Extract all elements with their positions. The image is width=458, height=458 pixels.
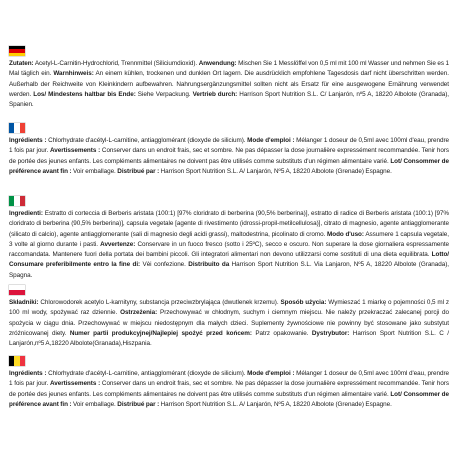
- field-text: Acetyl-L-Carnitin-Hydrochlorid, Trennmittel (Siliciumdioxid).: [33, 60, 199, 67]
- field-label: Składniki:: [9, 299, 39, 306]
- field-text: Siehe Verpackung.: [135, 90, 193, 98]
- field-text: Chlorhydrate d'acétyl-L-carnitine, antiagglomérant (dioxyde de silicium).: [46, 370, 248, 377]
- field-label: Lot/ Consommer de préférence avant fin :: [9, 390, 449, 408]
- field-label: Warnhinweis:: [53, 70, 94, 78]
- section-french: [9, 123, 449, 177]
- field-label: Vertrieb durch:: [192, 90, 238, 98]
- field-label: Distribué par :: [117, 167, 160, 175]
- field-text: Wymieszać 1 miarkę o pojemności 0,5 ml z 100 ml wody, spożywać raz dziennie.: [9, 299, 450, 317]
- field-text: Conserver dans un endroit frais, sec et sombre. Ne pas dépasser la dose journalière expressément recommandée. Tenir hors de portée des jeunes enfants. Les compléments alimentaires ne doivent pas être utilisés comme substituts d'un régimen alimentaire varié.: [9, 380, 449, 398]
- german-label-text: [9, 59, 449, 110]
- section-italian: [9, 196, 449, 281]
- field-text: Mélanger 1 doseur de 0,5ml avec 100ml d'eau, prendre 1 fois par jour.: [9, 137, 449, 155]
- field-text: Chlorhydrate d'acétyl-L-carnitine, antiagglomérant (dioxyde de silicium).: [46, 137, 248, 144]
- field-label: Distribué par :: [117, 400, 160, 408]
- field-label: Ingrédients :: [9, 370, 47, 377]
- field-label: Ostrzeżenia:: [120, 309, 158, 317]
- german-flag-icon: [9, 46, 25, 56]
- field-text: Przechowywać w chłodnym, suchym i ciemnym miejscu. Nie należy przekraczać zalecanej porcji do spożycia w ciągu dnia. Przechowywać w miejscu niedostępnym dla małych dzieci. Suplementy żywnościowe nie powinny być stosowane jako substytut zróżnicowanej diety.: [9, 309, 449, 337]
- field-label: Numer partii produkcyjnej/Najlepiej spożyć przed końcem:: [69, 329, 252, 337]
- field-text: Chlorowodorek acetylo L-karnityny, substancja przeciwzbrylająca (dwutlenek krzemu).: [38, 299, 281, 306]
- field-text: Voir emballage.: [71, 167, 118, 175]
- field-label: Ingredienti:: [9, 210, 43, 217]
- french-label-text: [9, 136, 449, 177]
- section-german: [9, 46, 449, 110]
- field-label: Anwendung:: [198, 60, 237, 67]
- field-label: Lot/ Consommer de préférence avant fin :: [9, 157, 449, 175]
- field-text: Vèi confezione.: [140, 261, 189, 269]
- field-label: Sposób użycia:: [280, 299, 327, 306]
- field-label: Ingrédients :: [9, 137, 47, 144]
- field-text: Patrz opakowanie.: [251, 329, 312, 337]
- belgian-flag-icon: [9, 356, 25, 366]
- field-label: Avertissements :: [49, 147, 101, 155]
- field-label: Zutaten:: [9, 60, 34, 67]
- field-label: Avertissements :: [49, 380, 101, 388]
- polish-flag-icon: [9, 285, 25, 295]
- field-text: Mélanger 1 doseur de 0,5ml avec 100ml d'eau, prendre 1 fois par jour.: [9, 370, 449, 388]
- field-label: Mode d'emploi :: [247, 137, 295, 144]
- field-text: Assumere 1 capsula vegetale, 3 volte al giorno durante i pasti.: [9, 230, 449, 248]
- field-text: Harrison Sport Nutrition S.L. C/ Lanjarón, nº5 A, 18220 Albolote (Granada), Spanien.: [9, 90, 450, 109]
- field-label: Avvertenze:: [100, 240, 136, 248]
- italian-label-text: [9, 209, 449, 281]
- french-flag-icon: [9, 123, 25, 133]
- field-label: Los/ Mindestens haltbar bis Ende:: [33, 90, 136, 98]
- field-text: Harrison Sport Nutrition S.L. C / Lanjarón,nº5 A,18220 Albolote(Granada),Hiszpania.: [9, 329, 449, 348]
- field-label: Distribuito da: [188, 261, 230, 269]
- field-label: Dystrybutor:: [311, 329, 350, 337]
- polish-label-text: [9, 298, 449, 349]
- field-text: Harrison Sport Nutrition S.L. A/ Lanjarón, Nº5 A, 18220 Albolote (Grenade) Espagne.: [159, 167, 392, 175]
- field-text: Harrison Sport Nutrition S.L. Via Lanjaron, Nº5 A, 18220 Albolote (Granada), Spagna.: [9, 261, 449, 279]
- field-text: Mischen Sie 1 Messlöffel von 0,5 ml mit 100 ml Wasser und nehmen Sie es 1 Mal täglich ein.: [9, 60, 449, 78]
- field-label: Mode d'emploi :: [247, 370, 295, 377]
- belgian-label-text: [9, 369, 449, 410]
- field-text: Conserver dans un endroit frais, sec et sombre. Ne pas dépasser la dose journalière expressément recommandée. Tenir hors de portée des jeunes enfants. Les compléments alimentaires ne doivent pas être utilisés comme substituts d'un régimen alimentaire varié.: [9, 147, 449, 165]
- section-polish: [9, 285, 449, 349]
- field-label: Modo d'uso:: [327, 230, 364, 238]
- field-text: Conservare in un fuoco fresco (sotto i 25ºC), secco e oscuro. Non superare la dose giornaliera espressamente raccomandata. Mantenere fuori della portata dei bambini piccoli. Gli integratori alimentari non devono utilizzarsi come sostituti di una dieta equilibrata.: [9, 240, 450, 259]
- field-text: Estratto di corteccia di Berberis aristata (100:1) [97% cloridrato di berberina (90,5% berberina)], estratto di radice di Berberis aristata (100:1) [97% cloridrato di berberina (90,5% berberina)], capsula vegetale [agente di rivestimento (idrossi-propil-metilcellulosa)], citrato di magnesio, agente antiagglomerante (silicato di calcio), agente antiagglomerante (sali di magnesio degli acidi grassi), maltodestrina, picolinato di cromo.: [9, 210, 449, 238]
- section-belgian: [9, 356, 449, 410]
- field-text: An einem kühlen, trockenen und dunklen Ort lagern. Die ausdrücklich empfohlene Tagesdosis darf nicht überschritten werden. Außerhalb der Reichweite von Kleinkindern aufbewahren. Nahrungsergänzungsmittel sollten nicht als Ersatz für eine ausgewogene Ernährung verwendet werden.: [9, 70, 449, 98]
- field-text: Harrison Sport Nutrition S.L. A/ Lanjarón, Nº5 A, 18220 Albolote (Grenade) Espagne.: [159, 400, 392, 408]
- field-label: Lotto/ Consumare preferibilmente entro la fine di:: [9, 251, 449, 269]
- field-text: Voir emballage.: [71, 400, 118, 408]
- italian-flag-icon: [9, 196, 25, 206]
